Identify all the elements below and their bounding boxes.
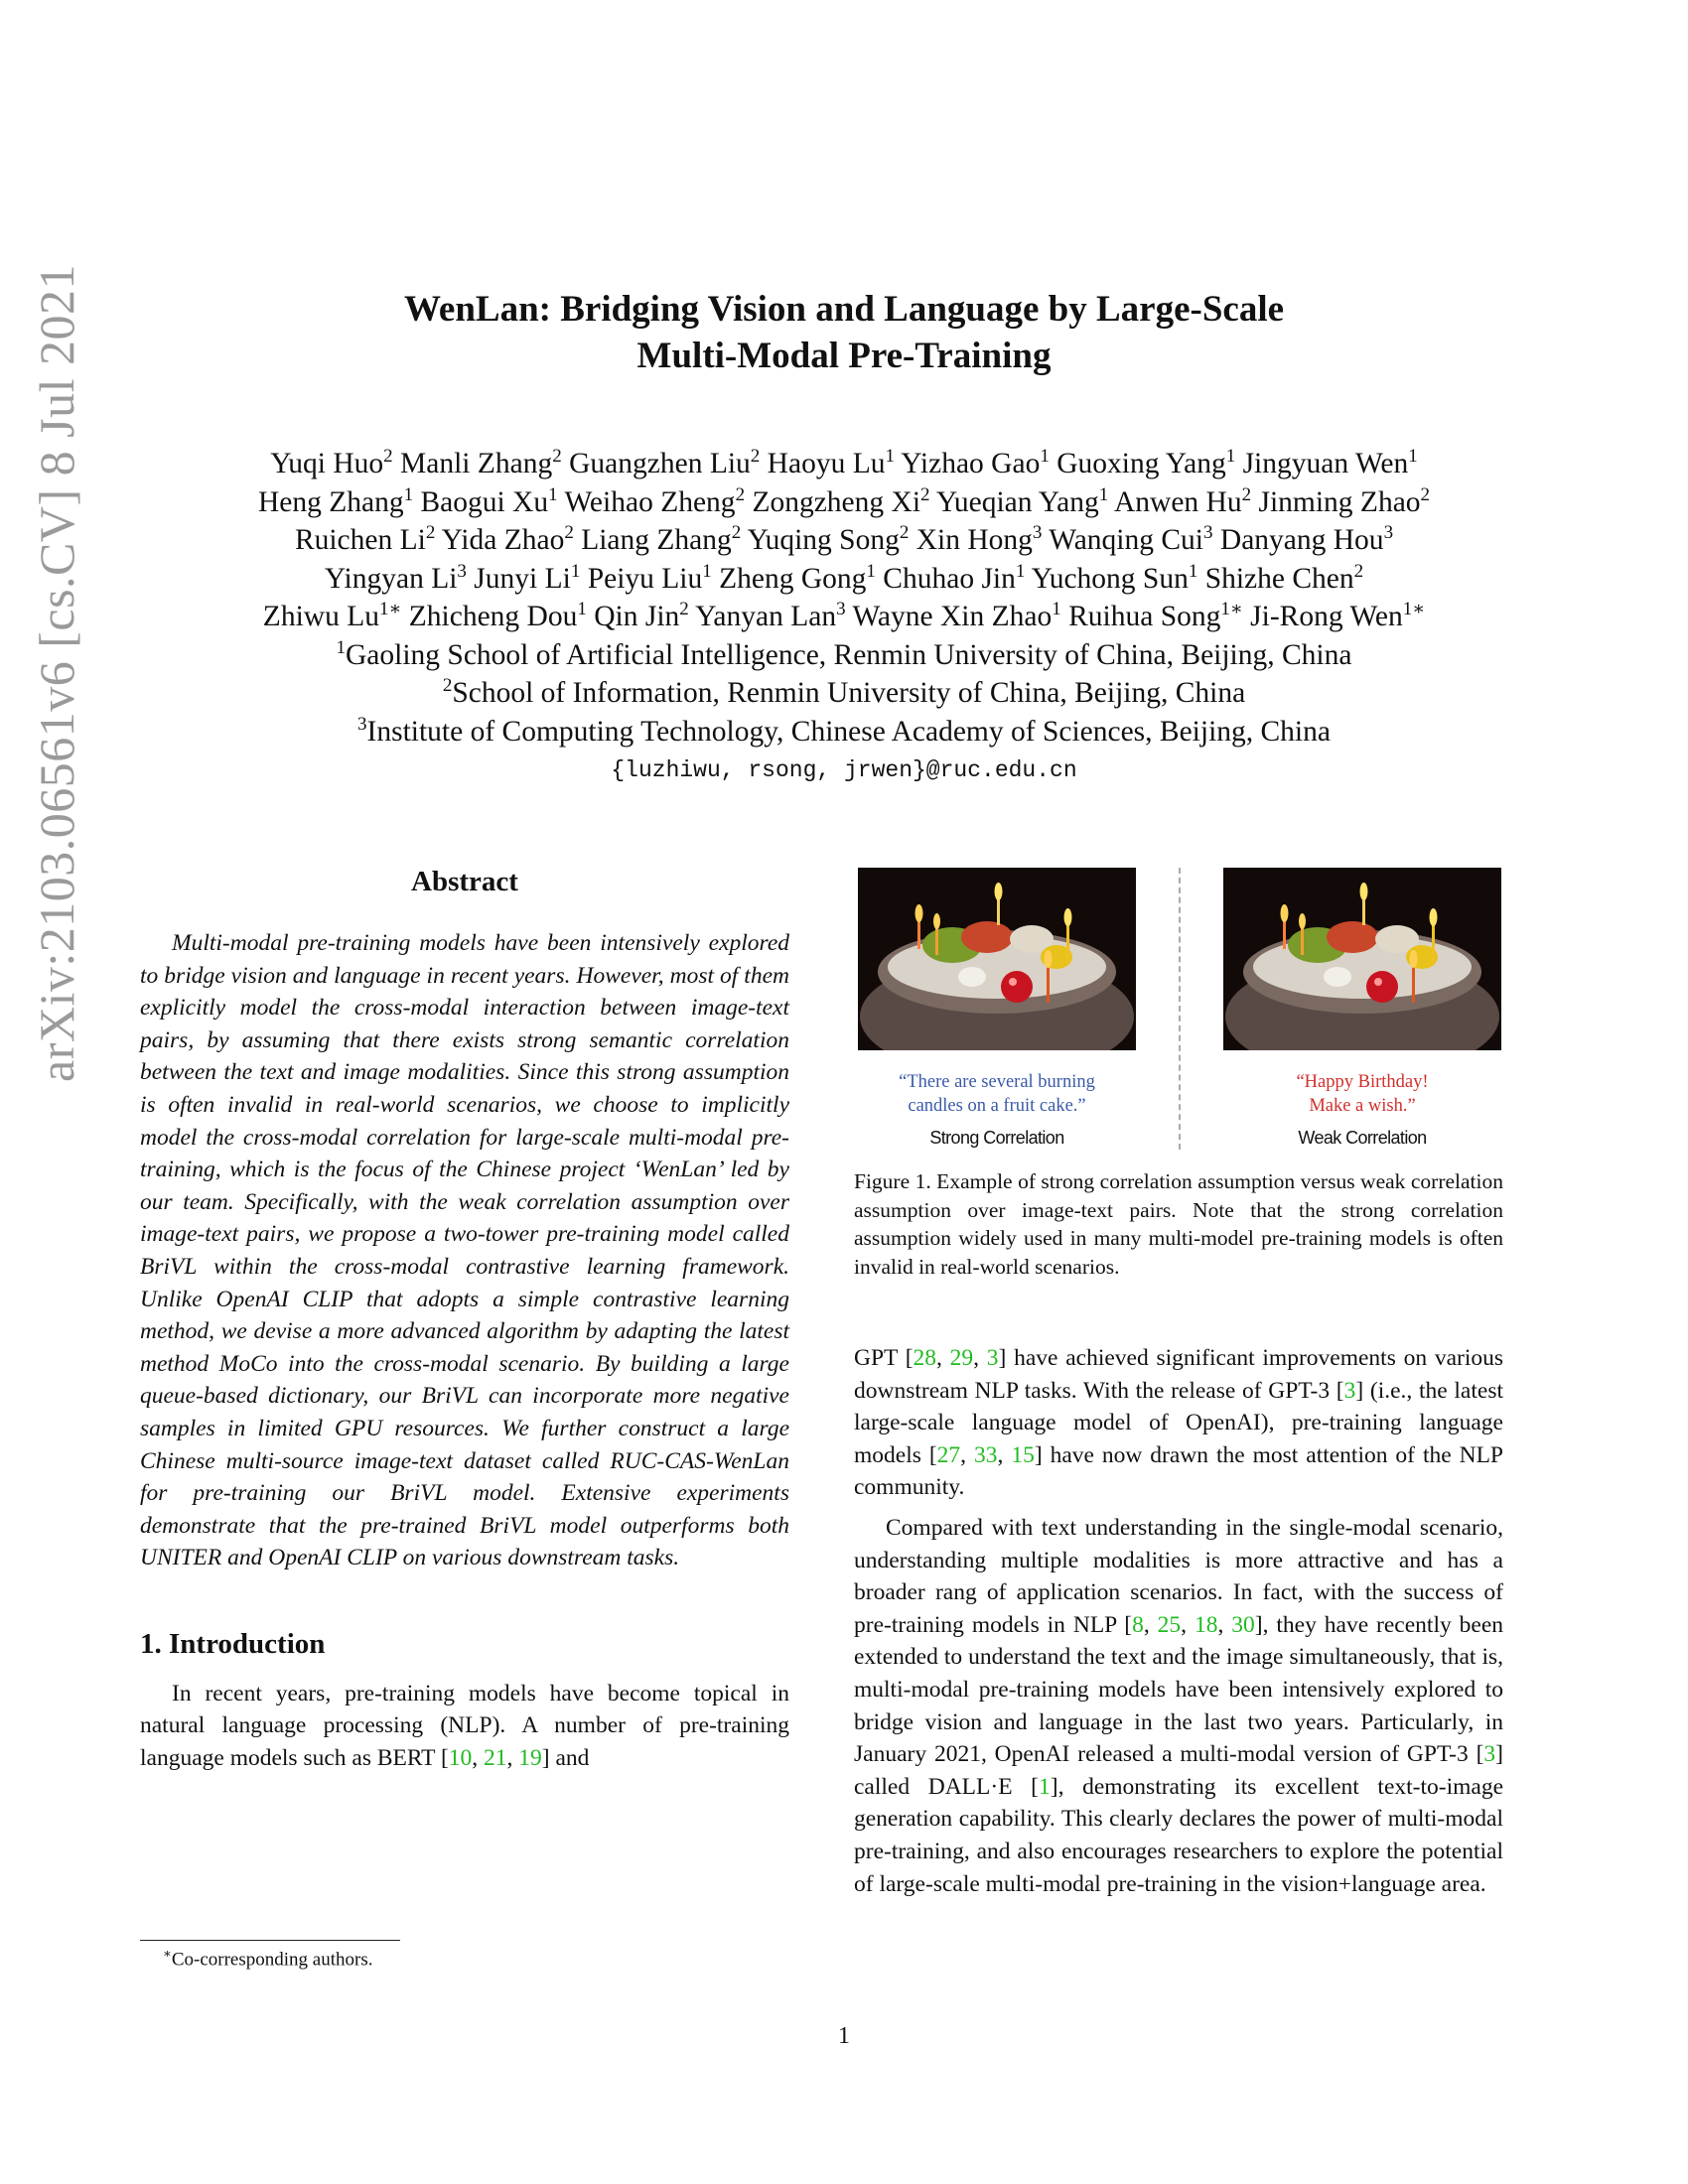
affiliation-mark: 2 [442,675,453,697]
strong-quote-line-2: candles on a fruit cake.” [908,1096,1086,1116]
author-affiliation-mark: 2 [552,446,562,468]
author-line [139,445,1549,483]
author-affiliation-mark: 1 [1098,483,1109,505]
affiliation-line [139,674,1549,713]
citation-link[interactable]: 29 [949,1345,974,1371]
author-name: Danyang Hou [1219,524,1384,556]
body-paragraph-multimodal: Compared with text understanding in the single-modal scenario, understanding multiple modalities is more attractive and has a broader rang of application scenarios. In fact, with the success of pre-training models in NLP [8, 25, 18, 30], they have recently been extended to understand the text and the image simultaneously, that is, multi-modal pre-training models have been intensively explored to bridge vision and language in the last two years. Particularly, in January 2021, OpenAI released a multi-modal version of GPT-3 [3] called DALL·E [1], demonstrating its excellent text-to-image generation capability. This clearly declares the power of multi-modal pre-training, and also encourages researchers to explore the potential of large-scale multi-modal pre-training in the vision+language area. [854,1514,1504,1897]
weak-caption-quote [1233,1070,1491,1118]
author-affiliation-mark: 3 [1203,522,1213,544]
author-affiliation-mark: 1 [1188,560,1198,582]
figure-divider [1179,868,1181,1150]
author-name: Manli Zhang [400,448,553,479]
citation-link[interactable]: 10 [448,1745,473,1772]
author-list [139,445,1549,636]
affiliation-list [139,636,1549,751]
citation-link[interactable]: 25 [1157,1611,1182,1638]
affiliation-mark: 1 [336,636,346,658]
abstract-heading: Abstract [411,866,518,897]
citation-link[interactable]: 27 [936,1441,961,1468]
author-block [139,445,1549,790]
author-affiliation-mark: 1∗ [378,599,402,620]
author-affiliation-mark: 2 [735,483,746,505]
author-affiliation-mark: 1 [570,560,581,582]
author-name: Yingyan Li [324,562,458,595]
author-name: Weihao Zheng [564,485,736,518]
footnote-text: Co-corresponding authors. [171,1949,373,1971]
author-affiliation-mark: 1 [1408,446,1418,468]
author-affiliation-mark: 1 [1225,446,1236,468]
cake-illustration [858,868,1136,1050]
author-affiliation-mark: 2 [1420,483,1431,505]
citation-link[interactable]: 33 [973,1441,998,1468]
author-name: Zongzheng Xi [752,485,921,518]
strong-correlation-label: Strong Correlation [929,1128,1064,1148]
author-name: Yida Zhao [441,524,565,556]
author-affiliation-mark: 3 [836,599,846,620]
citation-link[interactable]: 18 [1194,1611,1218,1638]
author-name: Yuqing Song [747,524,900,556]
author-name: Baogui Xu [420,485,549,518]
strong-quote-line-1: “There are several burning [899,1072,1095,1092]
affiliation-text: School of Information, Renmin University of China, Beijing, China [452,677,1246,709]
affiliation-line [139,713,1549,751]
title-line-1: WenLan: Bridging Vision and Language by Large-Scale [403,289,1285,330]
author-name: Ruihua Song [1068,601,1221,632]
author-name: Shizhe Chen [1204,562,1354,595]
author-name: Zhiwu Lu [262,601,379,632]
citation-link[interactable]: 1 [1039,1773,1051,1800]
author-name: Ji-Rong Wen [1250,601,1403,632]
cake-photo-weak [1223,868,1501,1050]
author-affiliation-mark: 2 [920,483,930,505]
author-name: Qin Jin [594,601,680,632]
author-name: Yizhao Gao [901,448,1041,479]
author-affiliation-mark: 1 [577,599,587,620]
arxiv-sidebar-stamp: arXiv:2103.06561v6 [cs.CV] 8 Jul 2021 [29,264,84,1082]
affiliation-text: Institute of Computing Technology, Chinese Academy of Sciences, Beijing, China [366,715,1331,748]
author-affiliation-mark: 2 [750,446,761,468]
citation-link[interactable]: 3 [1483,1741,1496,1768]
author-name: Jingyuan Wen [1242,448,1409,479]
author-affiliation-mark: 1 [1040,446,1050,468]
affiliation-text: Gaoling School of Artificial Intelligence, Renmin University of China, Beijing, China [346,638,1352,671]
author-affiliation-mark: 3 [1383,522,1394,544]
affiliation-line [139,636,1549,675]
citation-link[interactable]: 3 [1343,1377,1356,1404]
author-name: Heng Zhang [257,485,404,518]
author-affiliation-mark: 2 [1353,560,1364,582]
intro-paragraph: In recent years, pre-training models have become topical in natural language processing (NLP). A number of pre-training language models such as BERT [10, 21, 19] and [140,1680,789,1772]
footnote-mark: ∗ [163,1946,172,1961]
author-name: Jinming Zhao [1258,485,1421,518]
right-column [854,1342,1503,1900]
page-number: 1 [838,2023,850,2049]
citation-link[interactable]: 3 [986,1345,999,1371]
footnote [163,1946,372,1971]
citation-link[interactable]: 8 [1132,1611,1144,1638]
strong-caption-quote [868,1070,1126,1118]
author-line [139,560,1549,599]
title-line-2: Multi-Modal Pre-Training [636,336,1052,376]
author-name: Yanyan Lan [695,601,837,632]
paper-title [149,286,1539,379]
weak-quote-line-1: “Happy Birthday! [1296,1072,1429,1092]
author-name: Ruichen Li [294,524,426,556]
author-affiliation-mark: 2 [1241,483,1252,505]
author-affiliation-mark: 2 [731,522,742,544]
figure-1 [854,862,1503,1298]
citation-link[interactable]: 15 [1011,1441,1035,1468]
author-affiliation-mark: 1 [866,560,876,582]
left-column [140,864,789,1775]
author-name: Liang Zhang [581,524,732,556]
cake-illustration [1223,868,1501,1050]
author-name: Xin Hong [915,524,1033,556]
author-name: Yuqi Huo [270,448,384,479]
footnote-rule [140,1940,400,1941]
author-name: Zheng Gong [719,562,867,595]
author-name: Junyi Li [474,562,571,595]
author-affiliation-mark: 1 [1015,560,1026,582]
author-name: Guoxing Yang [1056,448,1226,479]
author-name: Chuhao Jin [883,562,1016,595]
author-line [139,598,1549,636]
figure-caption: Figure 1. Example of strong correlation assumption versus weak correlation assumption over image-text pairs. Note that the strong correlation assumption widely used in many multi-model pre-training models is often invalid in real-world scenarios. [854,1169,1503,1279]
cake-photo-strong [858,868,1136,1050]
author-name: Anwen Hu [1113,485,1242,518]
author-affiliation-mark: 1∗ [1220,599,1243,620]
author-name: Haoyu Lu [767,448,886,479]
weak-quote-line-2: Make a wish.” [1309,1096,1416,1116]
author-affiliation-mark: 2 [383,446,393,468]
author-affiliation-mark: 1 [885,446,895,468]
citation-link[interactable]: 28 [913,1345,937,1371]
author-name: Wanqing Cui [1049,524,1204,556]
author-affiliation-mark: 1 [403,483,414,505]
author-affiliation-mark: 3 [457,560,467,582]
introduction-heading: 1. Introduction [140,1627,326,1660]
citation-link[interactable]: 19 [518,1745,542,1772]
author-affiliation-mark: 1∗ [1402,599,1426,620]
author-name: Wayne Xin Zhao [852,601,1053,632]
author-affiliation-mark: 3 [1032,522,1043,544]
author-affiliation-mark: 2 [679,599,689,620]
author-line [139,521,1549,560]
author-affiliation-mark: 1 [548,483,558,505]
author-name: Peiyu Liu [587,562,703,595]
author-affiliation-mark: 2 [899,522,910,544]
author-line [139,483,1549,522]
citation-link[interactable]: 21 [484,1745,507,1772]
author-affiliation-mark: 1 [702,560,712,582]
weak-correlation-label: Weak Correlation [1298,1128,1427,1148]
author-name: Zhicheng Dou [408,601,578,632]
author-name: Yueqian Yang [935,485,1099,518]
citation-link[interactable]: 30 [1231,1611,1255,1638]
author-name: Yuchong Sun [1031,562,1189,595]
author-name: Guangzhen Liu [569,448,751,479]
contact-email: {luzhiwu, rsong, jrwen}@ruc.edu.cn [611,757,1077,783]
affiliation-mark: 3 [357,713,367,735]
author-affiliation-mark: 2 [564,522,574,544]
abstract-text: Multi-modal pre-training models have been intensively explored to bridge vision and language in recent years. However, most of them explicitly model the cross-modal interaction between image-text pairs, by assuming that there exists strong semantic correlation between the text and image modalities. Since this strong assumption is often invalid in real-world scenarios, we choose to implicitly model the cross-modal correlation for large-scale multi-modal pre-training, which is the focus of the Chinese project ‘WenLan’ led by our team. Specifically, with the weak correlation assumption over image-text pairs, we propose a two-tower pre-training model called BriVL within the cross-modal contrastive learning framework. Unlike OpenAI CLIP that adopts a simple contrastive learning method, we devise a more advanced algorithm by adapting the latest method MoCo into the cross-modal scenario. By building a large queue-based dictionary, our BriVL can incorporate more negative samples in limited GPU resources. We further construct a large Chinese multi-source image-text dataset called RUC-CAS-WenLan for pre-training our BriVL model. Extensive experiments demonstrate that the pre-trained BriVL model outperforms both UNITER and OpenAI CLIP on various downstream tasks. [140,930,789,1571]
author-affiliation-mark: 2 [425,522,436,544]
body-paragraph-gpt: GPT [28, 29, 3] have achieved significant improvements on various downstream NLP tasks. With the release of GPT-3 [3] (i.e., the latest large-scale language model of OpenAI), pre-training language models [27, 33, 15] have now drawn the most attention of the NLP community. [854,1345,1504,1501]
author-affiliation-mark: 1 [1052,599,1061,620]
